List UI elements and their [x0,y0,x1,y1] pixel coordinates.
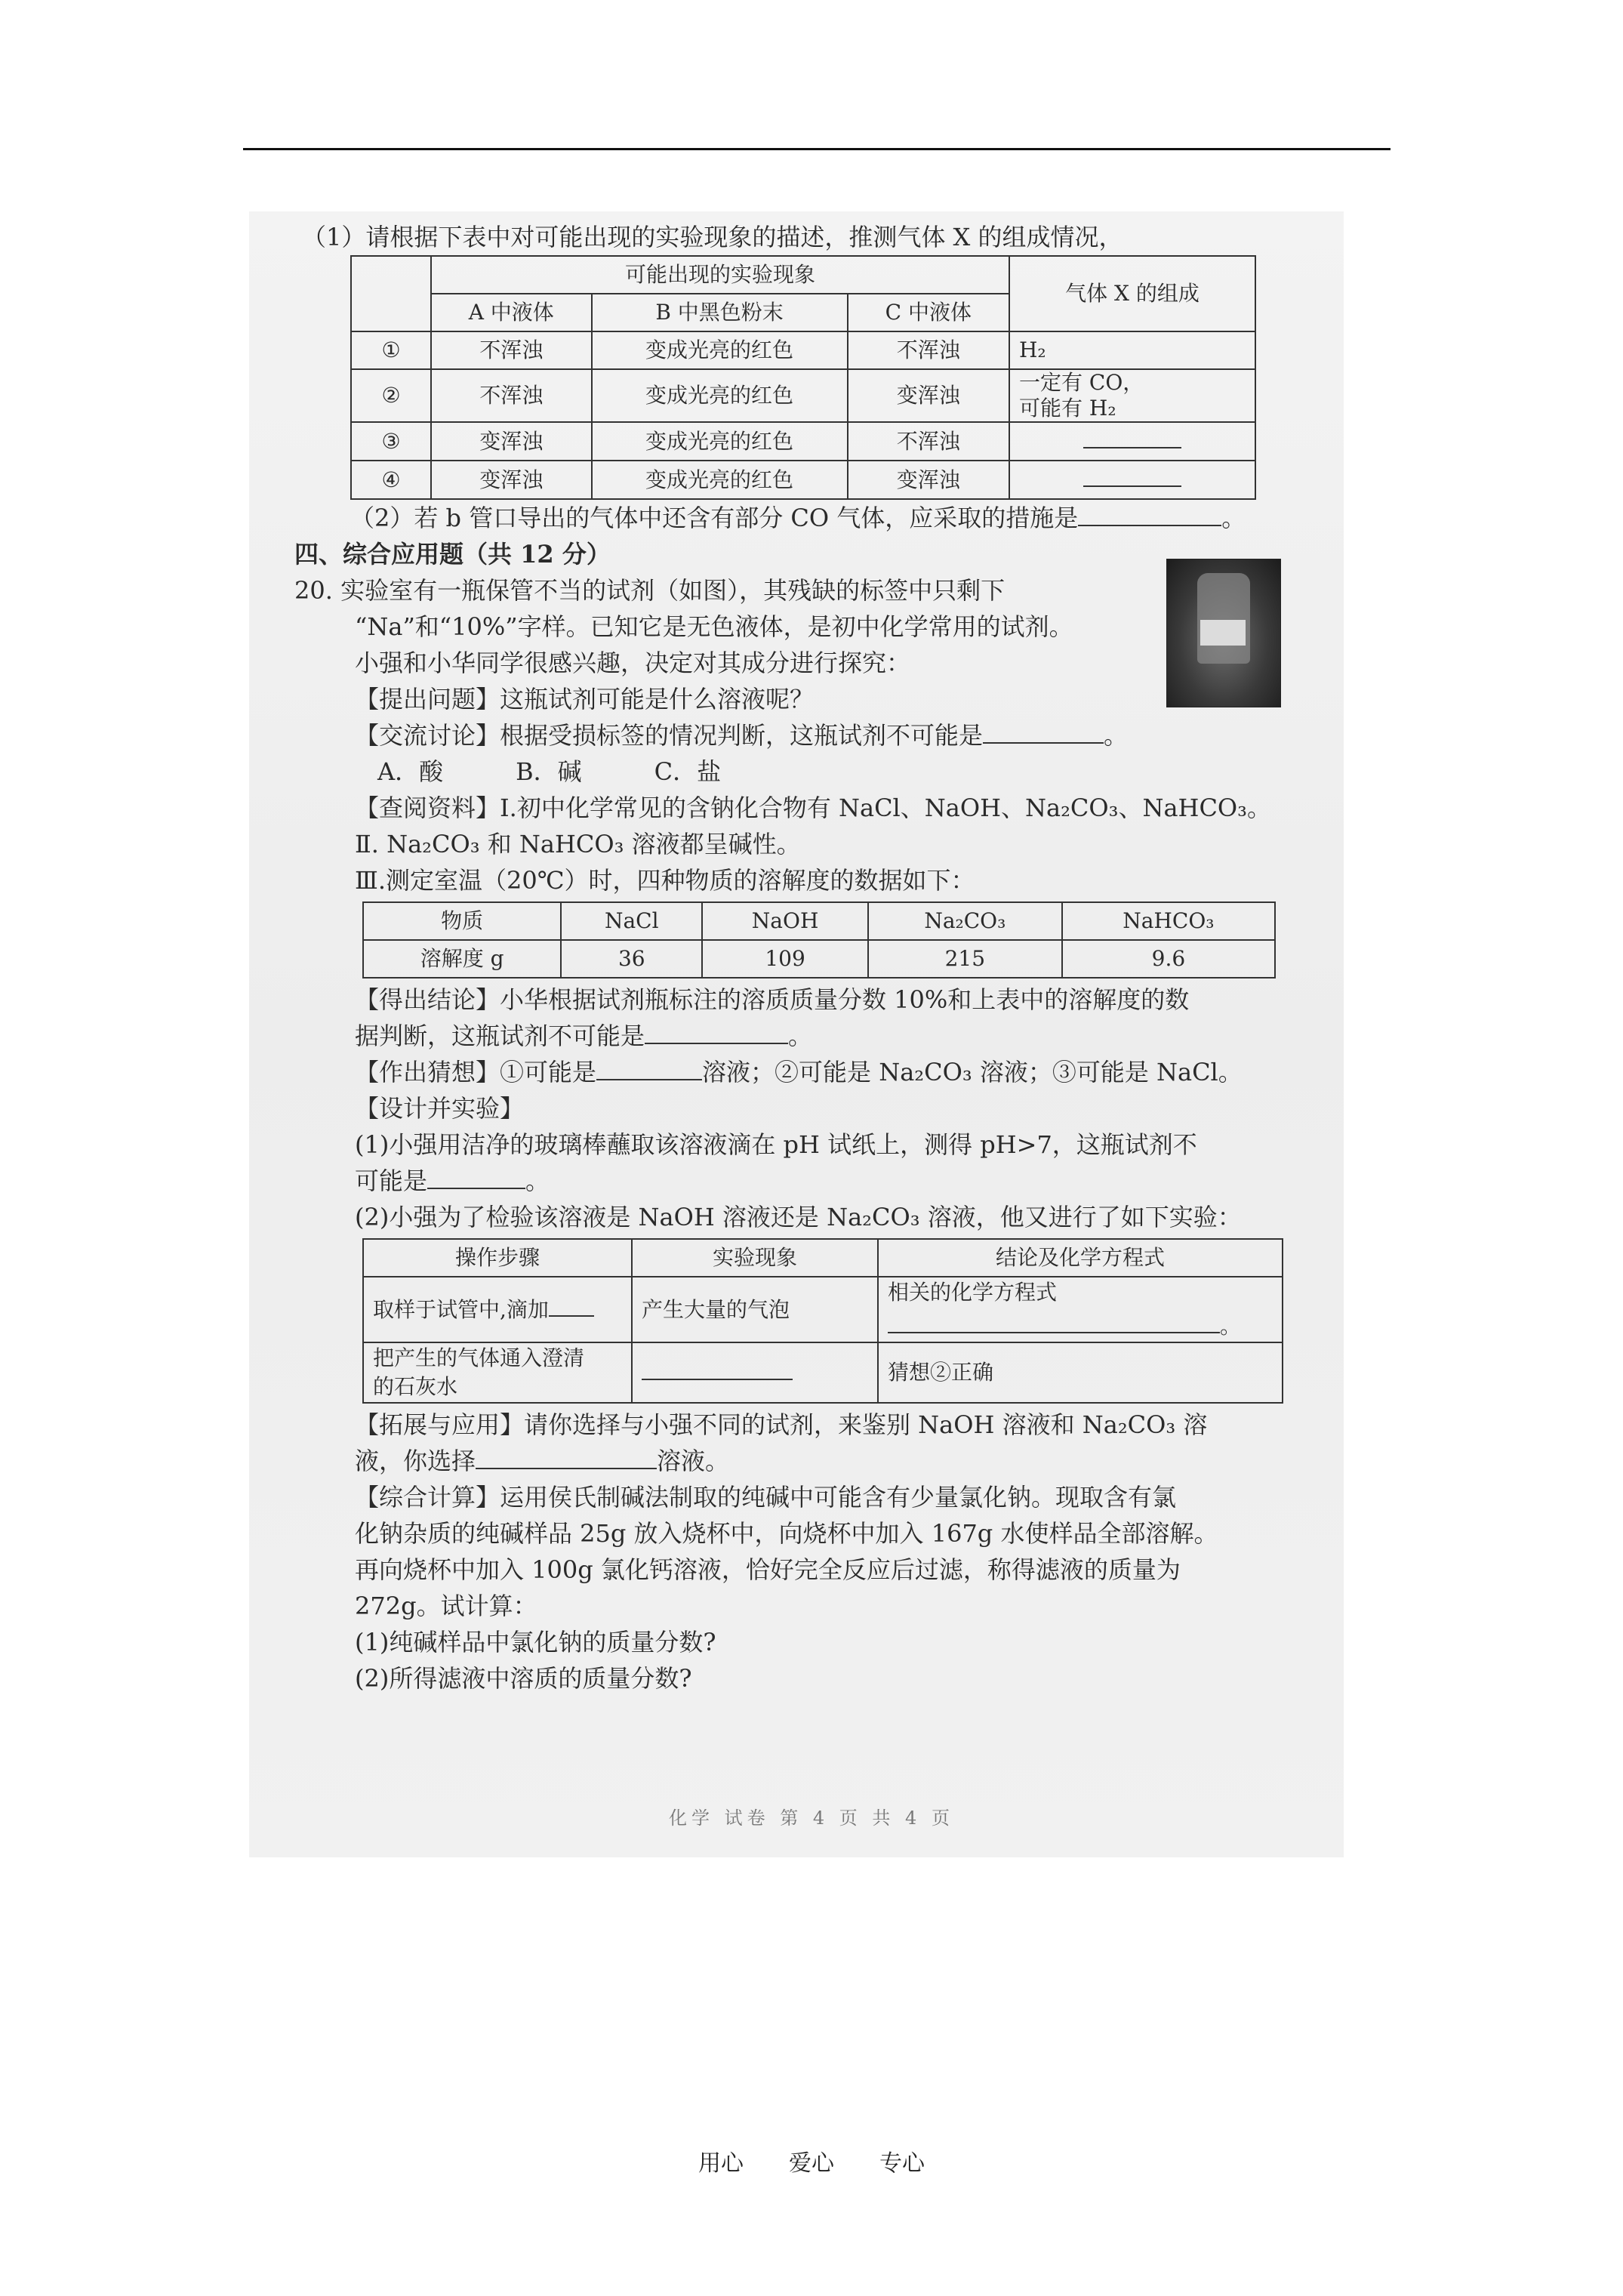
q20-extend-a: 【拓展与应用】请你选择与小强不同的试剂，来鉴别 NaOH 溶液和 Na₂CO₃ 溶 [355,1410,1208,1439]
answer-blank[interactable] [983,718,1104,744]
q19-part2: （2）若 b 管口导出的气体中还含有部分 CO 气体，应采取的措施是 。 [302,500,1321,536]
answer-blank[interactable] [1078,501,1221,526]
answer-blank[interactable] [645,1019,788,1044]
table-row: ③ 变浑浊 变成光亮的红色 不浑浊 [351,422,1255,461]
q20-intro1: 20. 实验室有一瓶保管不当的试剂（如图），其残缺的标签中只剩下 [294,576,1006,605]
q20-conclude2: 据判断，这瓶试剂不可能是 。 [302,1018,1321,1054]
answer-blank[interactable] [1083,423,1181,448]
table1-answer-cell[interactable] [1009,461,1255,499]
q20-extend-b: 液，你选择 溶液。 [302,1443,1321,1479]
table1-answer-cell: 一定有 CO， 可能有 H₂ [1009,369,1255,422]
answer-blank[interactable] [476,1444,657,1469]
q20-calc5: (1)纯碱样品中氯化钠的质量分数? [355,1628,716,1657]
answer-blank[interactable] [549,1291,594,1317]
table1-col-a: A 中液体 [431,294,592,331]
q20-guess: 【作出猜想】①可能是 溶液；②可能是 Na₂CO₃ 溶液；③可能是 NaCl。 [302,1054,1321,1090]
q20-calc1: 【综合计算】运用侯氏制碱法制取的纯碱中可能含有少量氯化钠。现取含有氯 [355,1483,1177,1512]
q20-exp1b: 可能是 。 [302,1163,1321,1199]
exam-content [294,219,1321,1697]
q20-calc2: 化钠杂质的纯碱样品 25g 放入烧杯中，向烧杯中加入 167g 水使样品全部溶解。 [355,1519,1218,1548]
answer-blank[interactable] [888,1308,1220,1333]
section4-title: 四、综合应用题（共 12 分） [294,540,611,569]
q20-exp2: (2)小强为了检验该溶液是 NaOH 溶液还是 Na₂CO₃ 溶液，他又进行了如下实验： [355,1203,1242,1231]
answer-blank[interactable] [596,1055,702,1080]
q20-ask: 【提出问题】这瓶试剂可能是什么溶液呢？ [355,685,815,713]
table1-col-x: 气体 X 的组成 [1009,256,1255,331]
solubility-table: 物质 NaCl NaOH Na₂CO₃ NaHCO₃ 溶解度 g 36 109 215 9.6 [362,901,1276,978]
table1-answer-cell[interactable] [1009,422,1255,461]
q19-part1-intro: （1）请根据下表中对可能出现的实验现象的描述，推测气体 X 的组成情况， [302,223,1123,251]
experiment-table: 操作步骤 实验现象 结论及化学方程式 取样于试管中,滴加 产生大量的气泡 相关的化学方程式 。 把产生的气体通入澄清 的石灰水 猜想②正确 [362,1238,1283,1404]
sol-header-value: 溶解度 g [363,940,561,978]
table1-header-group: 可能出现的实验现象 [431,256,1009,294]
table1-answer-cell[interactable]: H₂ [1009,331,1255,369]
sol-header-substance: 物质 [363,902,561,940]
table1-corner [351,256,431,331]
table1-col-b: B 中黑色粉末 [592,294,848,331]
table-row: ① 不浑浊 变成光亮的红色 不浑浊 H₂ [351,331,1255,369]
header-rule [243,148,1390,150]
q20-discuss: 【交流讨论】根据受损标签的情况判断，这瓶试剂不可能是 。 [302,717,1321,754]
q20-options: A．酸 B．碱 C．盐 [377,757,722,786]
q20-info2: Ⅱ. Na₂CO₃ 和 NaHCO₃ 溶液都呈碱性。 [355,830,801,858]
q20-calc4: 272g。试计算： [355,1592,537,1620]
q20-info1: 【查阅资料】Ⅰ.初中化学常见的含钠化合物有 NaCl、NaOH、Na₂CO₃、NaHCO₃。 [355,794,1271,822]
q20-conclude1: 【得出结论】小华根据试剂瓶标注的溶质质量分数 10%和上表中的溶解度的数 [355,985,1190,1014]
q20-design: 【设计并实验】 [355,1094,525,1123]
gas-composition-table [350,255,1256,500]
answer-blank[interactable] [1083,461,1181,487]
answer-blank[interactable] [427,1163,525,1189]
q20-intro3: 小强和小华同学很感兴趣，决定对其成分进行探究： [355,649,911,677]
q20-intro2: “Na”和“10%”字样。已知它是无色液体，是初中化学常用的试剂。 [355,612,1073,641]
q20-calc3: 再向烧杯中加入 100g 氯化钙溶液，恰好完全反应后过滤，称得滤液的质量为 [355,1555,1181,1584]
page-marker: 化学 试卷 第 4 页 共 4 页 [669,1808,954,1829]
footer-slogan: 用心 爱心 专心 [698,2150,925,2177]
q20-exp1a: (1)小强用洁净的玻璃棒蘸取该溶液滴在 pH 试纸上，测得 pH>7，这瓶试剂不 [355,1130,1197,1159]
table-row: ④ 变浑浊 变成光亮的红色 变浑浊 [351,461,1255,499]
answer-blank[interactable] [642,1354,793,1380]
q20-info3: Ⅲ.测定室温（20℃）时，四种物质的溶解度的数据如下： [355,866,975,895]
q20-calc6: (2)所得滤液中溶质的质量分数? [355,1664,692,1693]
table1-col-c: C 中液体 [848,294,1009,331]
table-row: ② 不浑浊 变成光亮的红色 变浑浊 一定有 CO， 可能有 H₂ [351,369,1255,422]
